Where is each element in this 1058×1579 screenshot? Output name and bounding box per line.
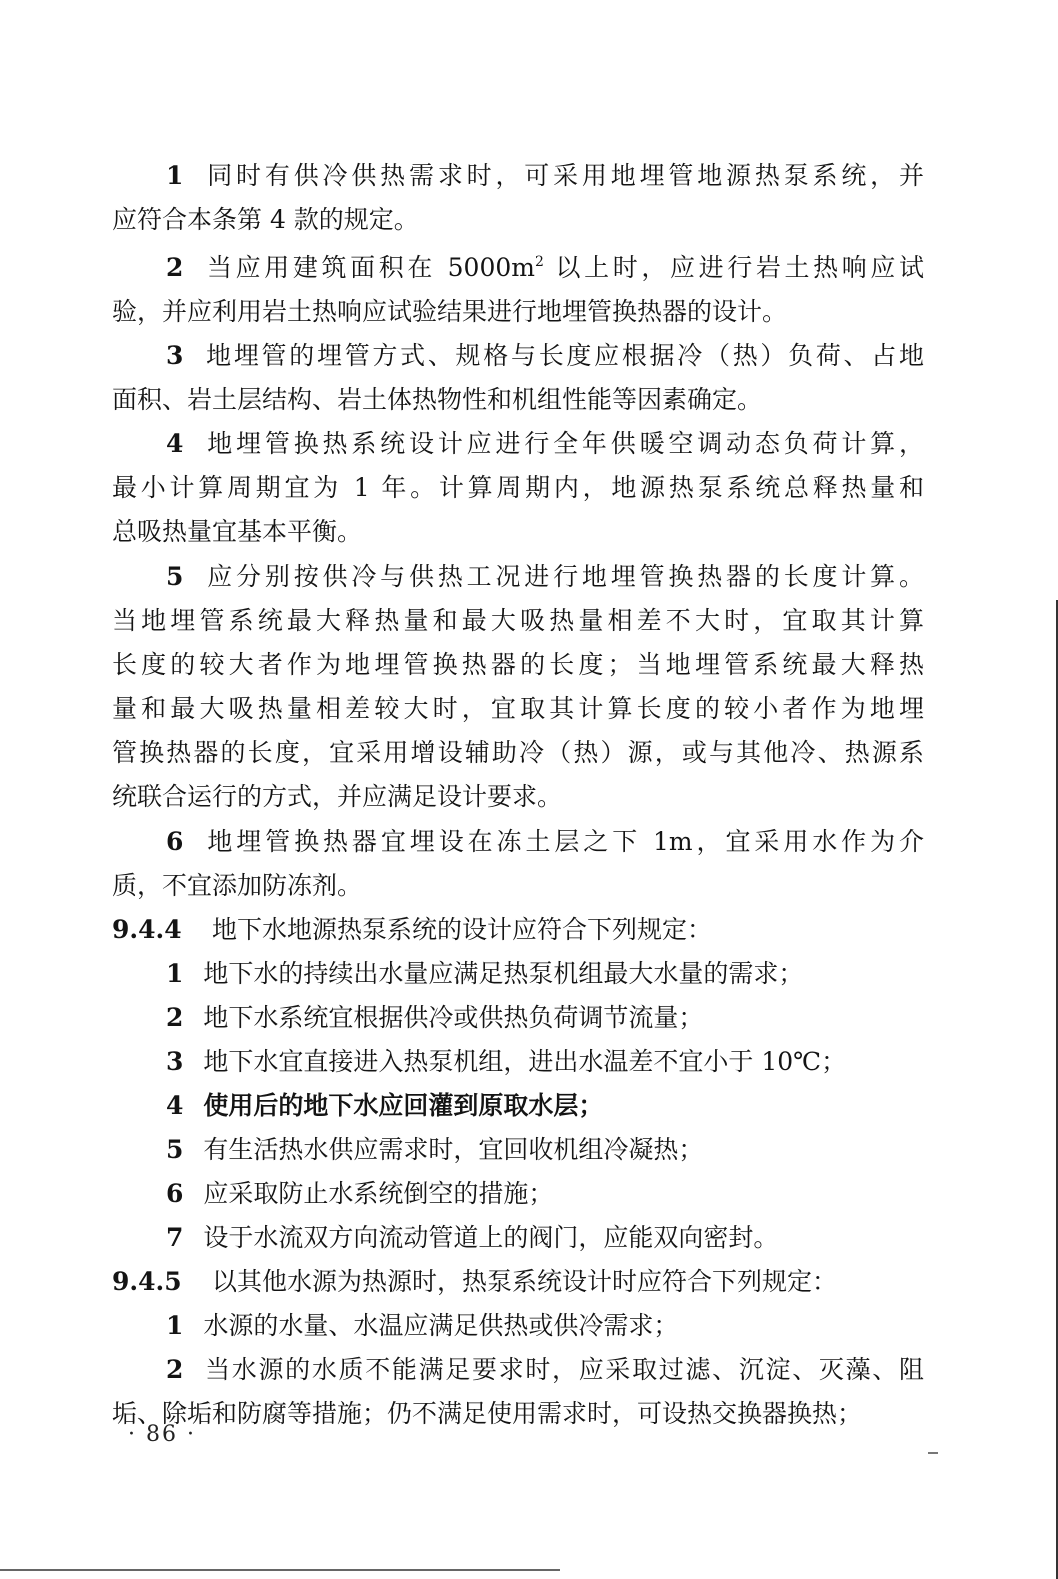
item-6-line-1: 6 地埋管换热器宜埋设在冻土层之下 1m，宜采用水作为介	[166, 827, 924, 856]
clause-9-4-5-item-1: 1 水源的水量、水温应满足供热或供冷需求；	[166, 1311, 679, 1340]
item-1-line-2: 应符合本条第 4 款的规定。	[112, 205, 419, 234]
clause-9-4-4-item-1: 1 地下水的持续出水量应满足热泵机组最大水量的需求；	[166, 959, 804, 988]
clause-9-4-4-item-7: 7 设于水流双方向流动管道上的阀门，应能双向密封。	[166, 1223, 779, 1252]
clause-9-4-4-heading: 9.4.4 地下水地源热泵系统的设计应符合下列规定：	[112, 915, 713, 944]
item-4-line-2: 最小计算周期宜为 1 年。计算周期内，地源热泵系统总释热量和	[112, 473, 924, 502]
item-4-line-1: 4 地埋管换热系统设计应进行全年供暖空调动态负荷计算，	[166, 429, 924, 458]
clause-9-4-4-item-5: 5 有生活热水供应需求时，宜回收机组冷凝热；	[166, 1135, 704, 1164]
clause-9-4-4-item-4: 4 使用后的地下水应回灌到原取水层；	[166, 1091, 604, 1120]
item-5-line-3: 长度的较大者作为地埋管换热器的长度；当地埋管系统最大释热	[112, 650, 924, 679]
item-5-line-1: 5 应分别按供冷与供热工况进行地埋管换热器的长度计算。	[166, 562, 924, 591]
clause-9-4-5-item-2-line-2: 垢、除垢和防腐等措施；仍不满足使用需求时，可设热交换器换热；	[112, 1399, 863, 1428]
item-5-line-5: 管换热器的长度，宜采用增设辅助冷（热）源，或与其他冷、热源系	[112, 738, 924, 767]
scan-dash-mark	[928, 1452, 938, 1454]
clause-9-4-4-item-3: 3 地下水宜直接进入热泵机组，进出水温差不宜小于 10℃；	[166, 1047, 847, 1076]
item-5-line-4: 量和最大吸热量相差较大时，宜取其计算长度的较小者作为地埋	[112, 694, 924, 723]
item-5-line-2: 当地埋管系统最大释热量和最大吸热量相差不大时，宜取其计算	[112, 606, 924, 635]
clause-9-4-4-item-2: 2 地下水系统宜根据供冷或供热负荷调节流量；	[166, 1003, 704, 1032]
clause-9-4-5-item-2-line-1: 2 当水源的水质不能满足要求时，应采取过滤、沉淀、灭藻、阻	[166, 1355, 924, 1384]
clause-9-4-5-heading: 9.4.5 以其他水源为热源时，热泵系统设计时应符合下列规定：	[112, 1267, 838, 1296]
item-3-line-2: 面积、岩土层结构、岩土体热物性和机组性能等因素确定。	[112, 385, 763, 414]
item-4-line-3: 总吸热量宜基本平衡。	[112, 517, 363, 546]
item-2-line-2: 验，并应利用岩土热响应试验结果进行地埋管换热器的设计。	[112, 297, 788, 326]
item-5-line-6: 统联合运行的方式，并应满足设计要求。	[112, 782, 563, 811]
page-number: · 86 ·	[128, 1422, 196, 1447]
item-3-line-1: 3 地埋管的埋管方式、规格与长度应根据冷（热）负荷、占地	[166, 341, 924, 370]
item-6-line-2: 质，不宜添加防冻剂。	[112, 871, 363, 900]
item-2-line-1: 2 当应用建筑面积在 $5000m^2$ 以上时，应进行岩土热响应试	[166, 253, 924, 282]
item-1-line-1: 1 同时有供冷供热需求时，可采用地埋管地源热泵系统，并	[166, 161, 924, 190]
scan-bottom-line	[0, 1569, 560, 1571]
clause-9-4-4-item-6: 6 应采取防止水系统倒空的措施；	[166, 1179, 554, 1208]
